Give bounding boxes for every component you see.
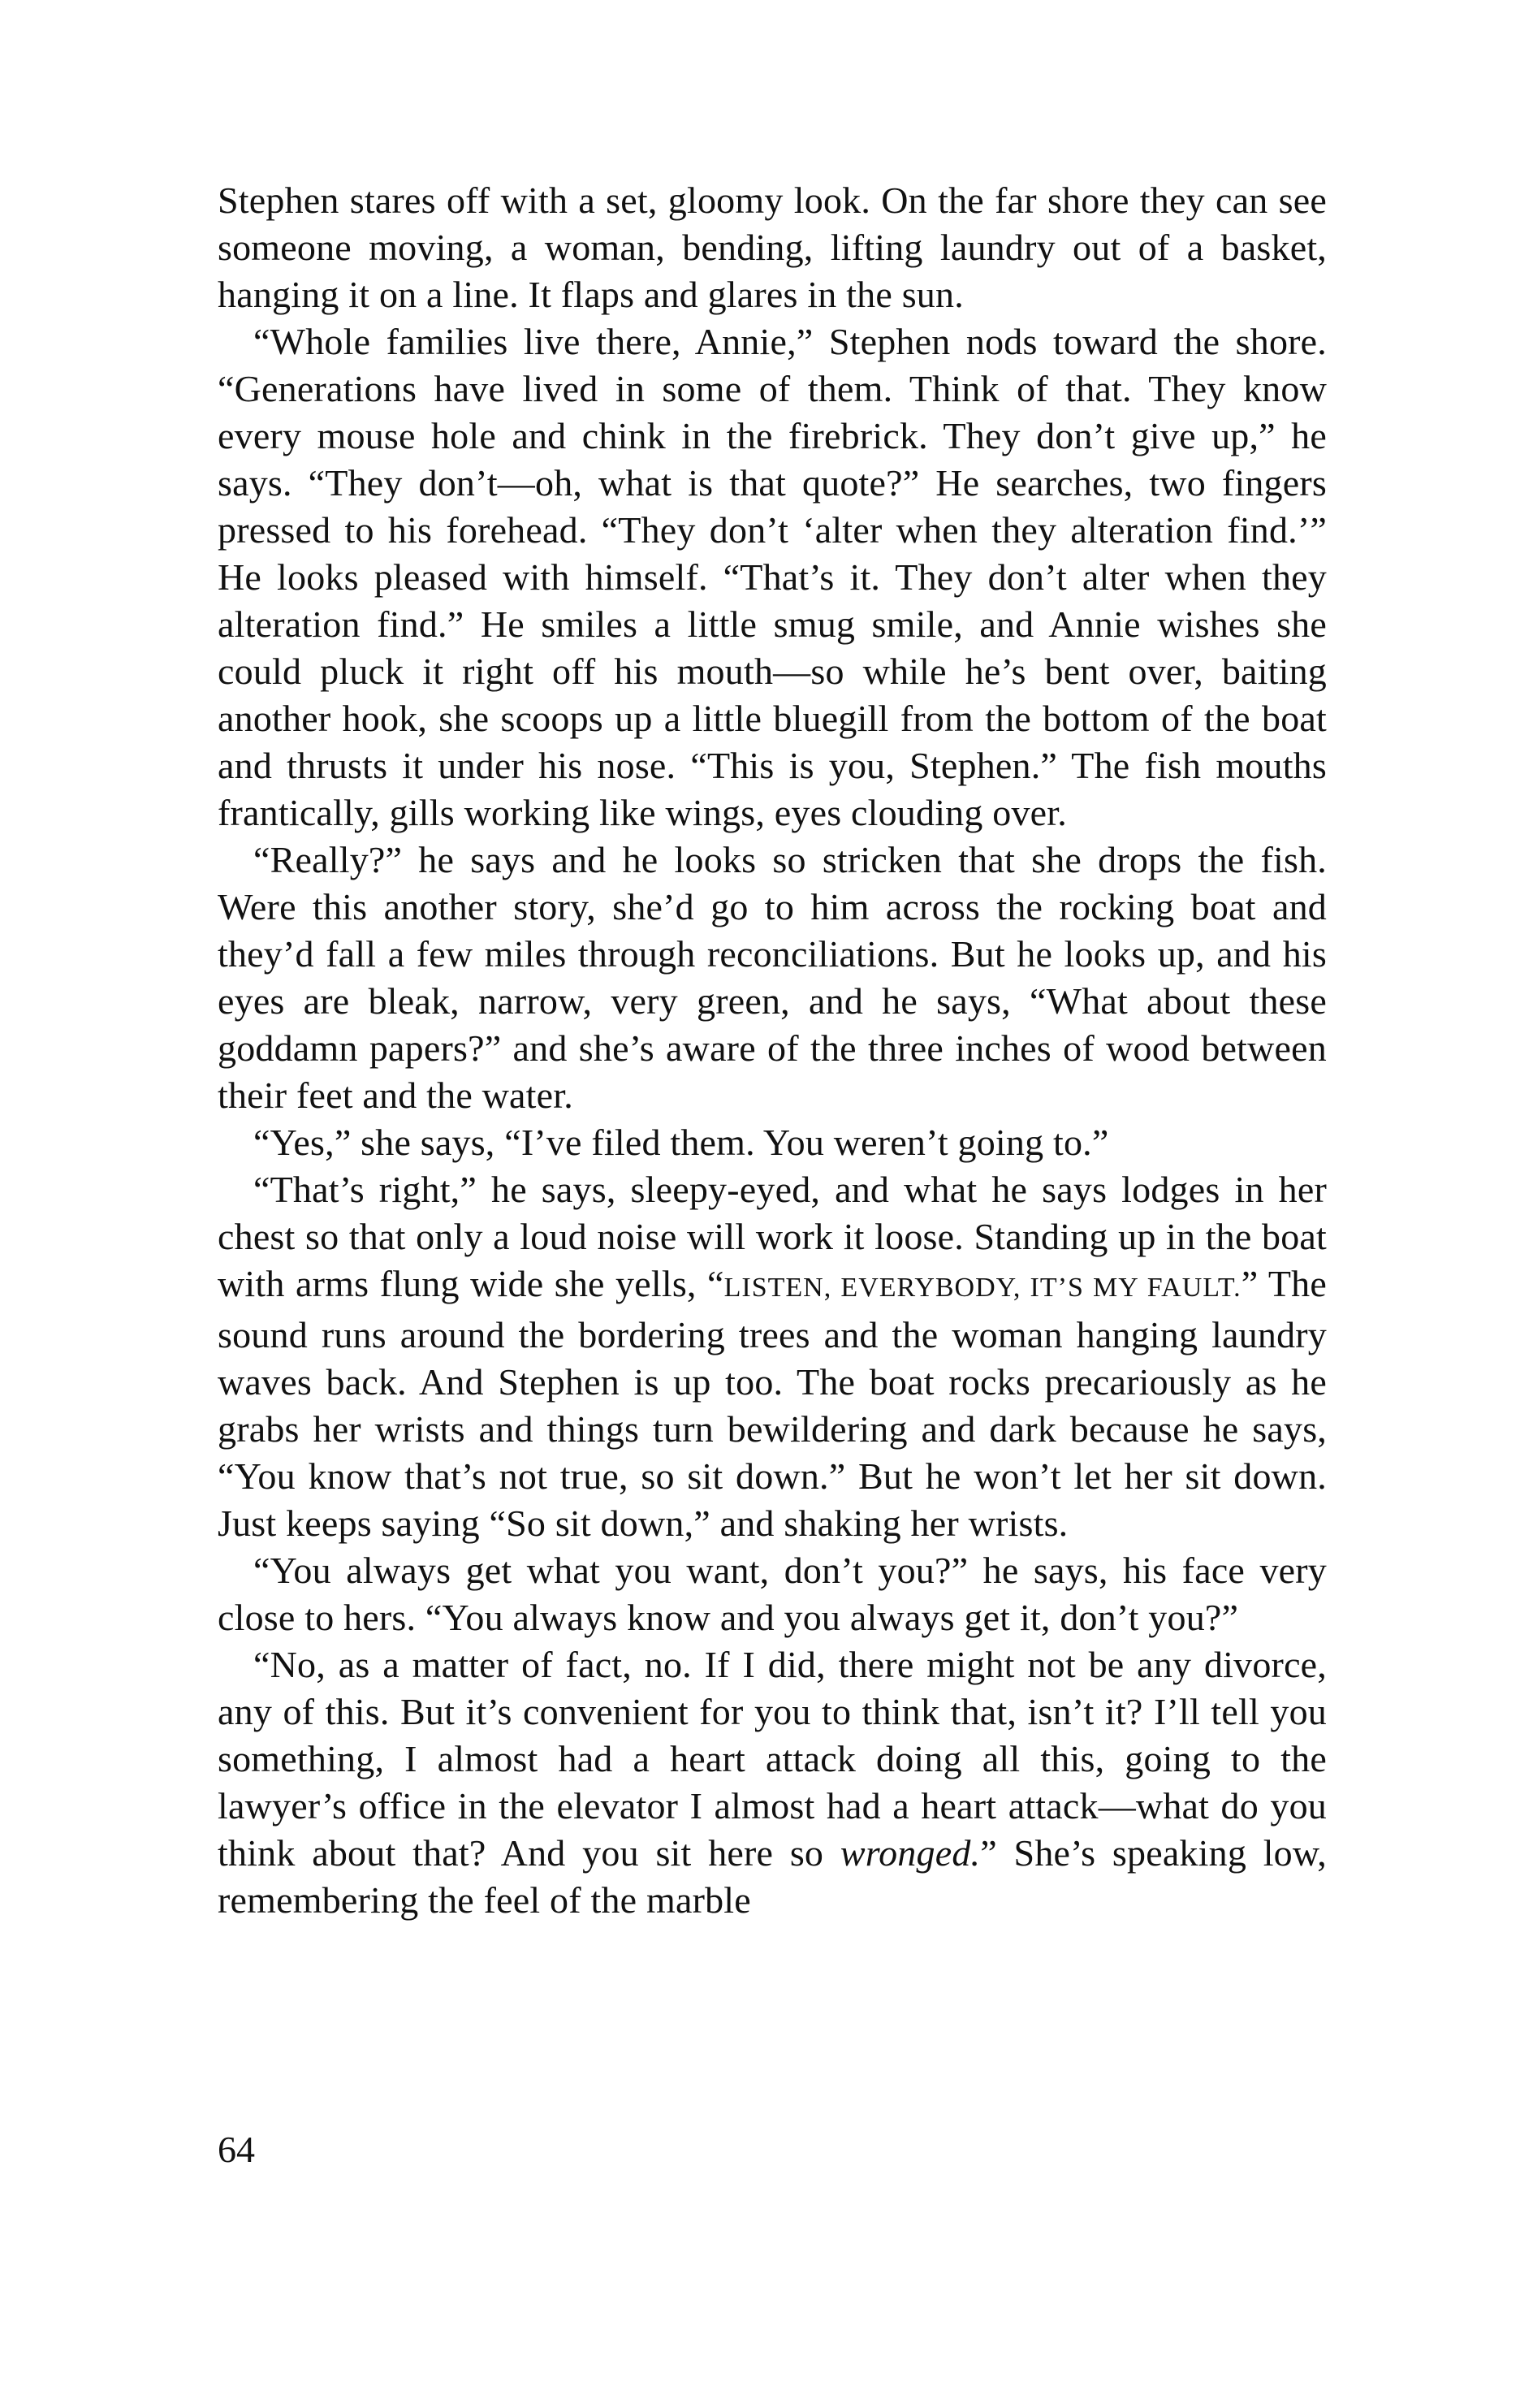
paragraph xyxy=(218,318,1327,837)
text-run: Stephen stares off with a set, gloomy look. On the far shore they can see someone moving, a woman, bending, lifting laundry out of a basket, hanging it on a line. It flaps and glares in the sun. xyxy=(218,179,1327,315)
paragraph xyxy=(218,837,1327,1119)
body-text xyxy=(218,177,1327,1924)
text-run: “Yes,” she says, “I’ve filed them. You weren’t going to.” xyxy=(253,1122,1109,1163)
paragraph xyxy=(218,1166,1327,1547)
italic-text: wronged. xyxy=(840,1832,981,1874)
text-run: “Really?” he says and he looks so stricken that she drops the fish. Were this another story, she’d go to him across the rocking boat and they’d fall a few miles through reconciliations. But he looks up, and his eyes are bleak, narrow, very green, and he says, “What about these goddamn papers?” and she’s aware of the three inches of wood between their feet and the water. xyxy=(218,839,1327,1116)
text-run: “You always get what you want, don’t you?” he says, his face very close to hers. “You always know and you always get it, don’t you?” xyxy=(218,1550,1327,1638)
text-run: “That’s right,” he says, sleepy-eyed, and what he says lodges in her chest so that only a loud noise will work it loose. Standing up in the boat with arms flung wide she yells, “ xyxy=(218,1169,1327,1304)
text-run: “No, as a matter of fact, no. If I did, there might not be any divorce, any of this. But it’s convenient for you to think that, isn’t it? I’ll tell you something, I almost had a heart attack doing all this, going to the lawyer’s office in the elevator I almost had a heart attack—what do you think about that? And you sit here so xyxy=(218,1644,1327,1874)
text-run: “Whole families live there, Annie,” Stephen nods toward the shore. “Generations have lived in some of them. Think of that. They know every mouse hole and chink in the firebrick. They don’t give up,” he says. “They don’t—oh, what is that quote?” He searches, two fingers pressed to his forehead. “They don’t ‘alter when they alteration find.’” He looks pleased with himself. “That’s it. They don’t alter when they alteration find.” He smiles a little smug smile, and Annie wishes she could pluck it right off his mouth—so while he’s bent over, baiting another hook, she scoops up a little bluegill from the bottom of the boat and thrusts it under his nose. “This is you, Stephen.” The fish mouths frantically, gills working like wings, eyes clouding over. xyxy=(218,321,1327,833)
paragraph xyxy=(218,1641,1327,1924)
text-run: ” She’s speaking low, remembering the feel of the marble xyxy=(218,1832,1328,1921)
small-caps-text: LISTEN, EVERYBODY, IT’S MY FAULT. xyxy=(723,1273,1242,1303)
paragraph xyxy=(218,1547,1327,1641)
paragraph xyxy=(218,1119,1327,1166)
page-number: 64 xyxy=(218,2129,255,2170)
paragraph xyxy=(218,177,1327,318)
text-run: ” The sound runs around the bordering trees and the woman hanging laundry waves back. And Stephen is up too. The boat rocks precariously as he grabs her wrists and things turn bewildering and dark because he says, “You know that’s not true, so sit down.” But he won’t let her sit down. Just keeps saying “So sit down,” and shaking her wrists. xyxy=(218,1263,1327,1544)
